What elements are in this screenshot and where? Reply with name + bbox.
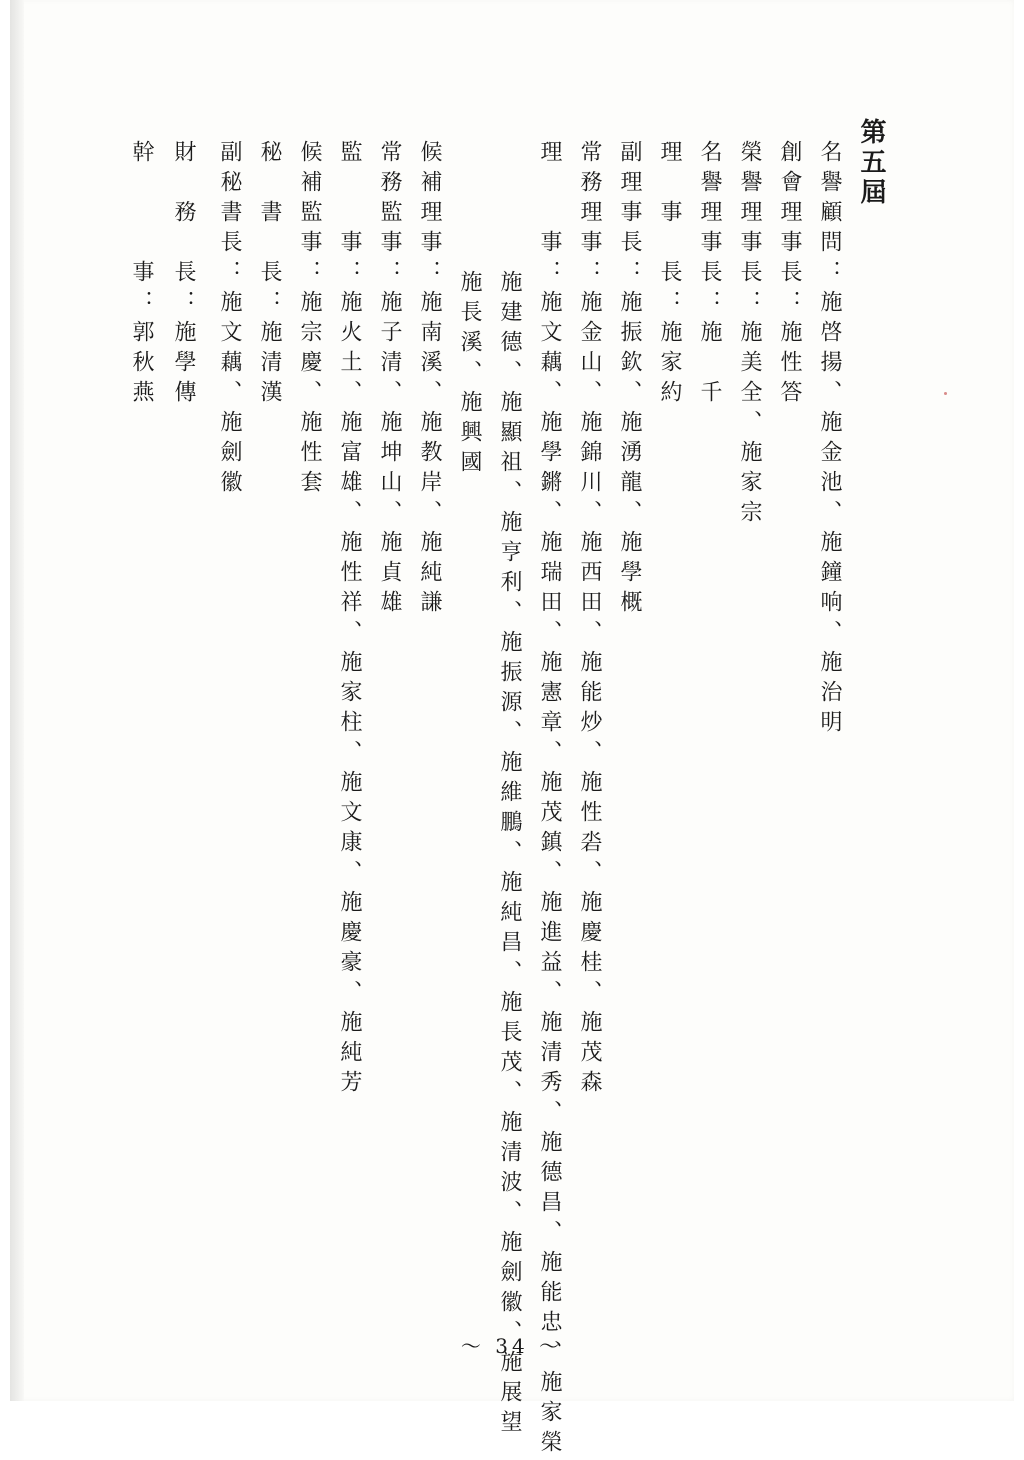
entry-names: 施啓揚、施金池、施鐘响、施治明: [817, 290, 842, 740]
entry-honorary-chairman: [738, 140, 760, 530]
entry-names: 施子清、施坤山、施貞雄: [377, 290, 402, 620]
entry-emeritus-chairman: [698, 140, 720, 410]
entry-supervisors: [338, 140, 360, 1100]
entry-names: 施振欽、施湧龍、施學概: [617, 290, 642, 620]
entry-role: 理 事：: [537, 140, 562, 290]
entry-directors-continued-2: [458, 270, 480, 480]
page-fold-shadow: [10, 0, 24, 1401]
entry-names: 施學傳: [171, 320, 196, 410]
entry-chairman: [658, 140, 680, 410]
entry-names: 施南溪、施教岸、施純謙: [417, 290, 442, 620]
entry-names: 施性答: [777, 320, 802, 410]
entry-names: 施家約: [657, 320, 682, 410]
entry-role: 幹 事：: [129, 140, 154, 320]
entry-directors: [538, 140, 560, 1460]
entry-names: 施美全、施家宗: [737, 320, 762, 530]
entry-names: 施文藕、施學鏘、施瑞田、施憲章、施茂鎮、施進益、施清秀、施德昌、施能忠、施家榮: [537, 290, 562, 1460]
entry-names: 施建德、施顯祖、施亨利、施振源、施維鵬、施純昌、施長茂、施清波、施劍徽、施展望: [497, 270, 522, 1440]
entry-role: 理 事 長：: [657, 140, 682, 320]
entry-role: 秘 書 長：: [257, 140, 282, 320]
entry-names: 施金山、施錦川、施西田、施能炒、施性沯、施慶桂、施茂森: [577, 290, 602, 1100]
entry-role: 常務理事：: [577, 140, 602, 290]
entry-names: 施長溪、施興國: [457, 270, 482, 480]
entry-honorary-advisors: [818, 140, 840, 740]
entry-role: 創會理事長：: [777, 140, 802, 320]
entry-names: 施 千: [697, 320, 722, 410]
paper-speck: [944, 392, 947, 395]
entry-standing-supervisors: [378, 140, 400, 620]
entry-deputy-secretary-general: [218, 140, 240, 500]
entry-names: 施火土、施富雄、施性祥、施家柱、施文康、施慶豪、施純芳: [337, 290, 362, 1100]
entry-role: 榮譽理事長：: [737, 140, 762, 320]
entry-role: 財 務 長：: [171, 140, 196, 320]
entry-founding-chairman: [778, 140, 800, 410]
section-heading: 第五屆: [856, 118, 886, 208]
entry-role: 副秘書長：: [217, 140, 242, 290]
entry-alternate-supervisors: [298, 140, 320, 500]
entry-role: 名譽顧問：: [817, 140, 842, 290]
entry-directors-continued: [498, 270, 520, 1440]
entry-alternate-directors: [418, 140, 440, 620]
entry-names: 施文藕、施劍徽: [217, 290, 242, 500]
entry-role: 候補理事：: [417, 140, 442, 290]
entry-role: 監 事：: [337, 140, 362, 290]
entry-role: 候補監事：: [297, 140, 322, 290]
page-number: ～ 34 ～: [460, 1334, 564, 1358]
entry-names: 施清漢: [257, 320, 282, 410]
entry-role: 副理事長：: [617, 140, 642, 290]
entry-vice-chairman: [618, 140, 640, 620]
entry-role: 名譽理事長：: [697, 140, 722, 320]
entry-names: 施宗慶、施性套: [297, 290, 322, 500]
entry-role: 常務監事：: [377, 140, 402, 290]
entry-names: 郭秋燕: [129, 320, 154, 410]
entry-treasurer: [172, 140, 194, 410]
entry-staff-officer: [130, 140, 152, 410]
entry-standing-directors: [578, 140, 600, 1100]
entry-secretary-general: [258, 140, 280, 410]
